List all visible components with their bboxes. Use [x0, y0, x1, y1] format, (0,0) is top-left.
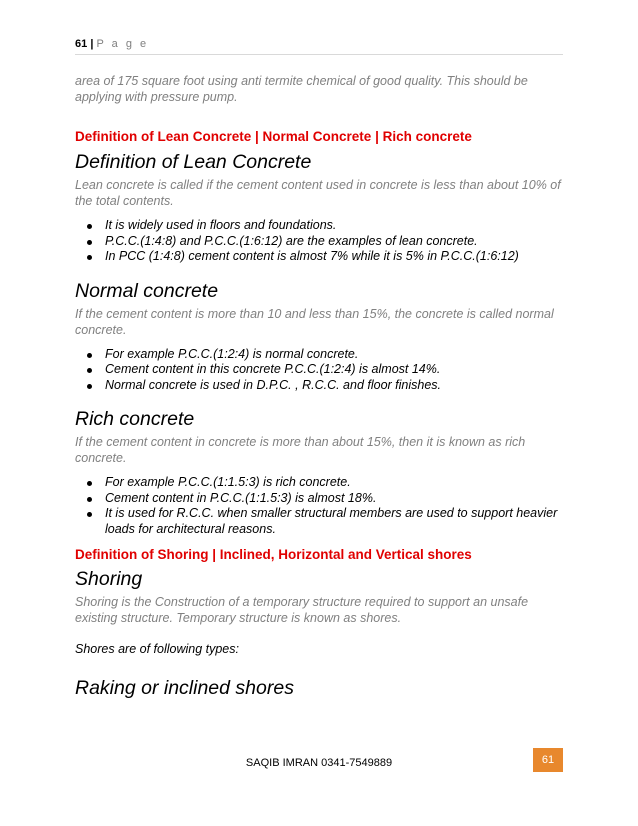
list-item: Normal concrete is used in D.P.C. , R.C.C. and floor finishes. [75, 378, 565, 394]
header-page-number: 61 [75, 38, 88, 50]
list-item: In PCC (1:4:8) cement content is almost 7% while it is 5% in P.C.C.(1:6:12) [75, 249, 565, 265]
list-item: It is widely used in floors and foundations. [75, 218, 565, 234]
page-header [75, 38, 563, 55]
footer-page-number: 61 [533, 748, 563, 772]
bullet-icon [87, 512, 92, 517]
lean-concrete-title: Definition of Lean Concrete [75, 151, 312, 173]
normal-concrete-description: If the cement content is more than 10 and less than 15%, the concrete is called normal concrete. [75, 306, 554, 337]
bullet-icon [87, 353, 92, 358]
bullet-icon [87, 240, 92, 245]
raking-shores-title: Raking or inclined shores [75, 677, 294, 699]
section-heading-shoring: Definition of Shoring | Inclined, Horizontal and Vertical shores [75, 547, 472, 562]
shoring-description: Shoring is the Construction of a temporary structure required to support an unsafe existing structure. Temporary structure is known as shores. [75, 595, 529, 625]
list-item: It is used for R.C.C. when smaller structural members are used to support heavier loads for architectural reasons. [75, 506, 565, 537]
bullet-icon [87, 497, 92, 502]
lean-concrete-description: Lean concrete is called if the cement content used in concrete is less than about 10% of the total contents. [75, 178, 561, 208]
lean-concrete-list [75, 218, 565, 265]
bullet-icon [87, 255, 92, 260]
list-item: For example P.C.C.(1:2:4) is normal concrete. [75, 347, 565, 363]
footer-author: SAQIB IMRAN 0341-7549889 [245, 757, 393, 769]
page-content [75, 73, 565, 700]
shoring-title: Shoring [75, 568, 143, 590]
rich-concrete-list [75, 475, 565, 537]
section-heading-concrete: Definition of Lean Concrete | Normal Concrete | Rich concrete [75, 129, 472, 144]
list-item: For example P.C.C.(1:1.5:3) is rich concrete. [75, 475, 565, 491]
bullet-icon [87, 481, 92, 486]
bullet-icon [87, 224, 92, 229]
list-item: P.C.C.(1:4:8) and P.C.C.(1:6:12) are the examples of lean concrete. [75, 234, 565, 250]
normal-concrete-list [75, 347, 565, 394]
bullet-icon [87, 368, 92, 373]
rich-concrete-title: Rich concrete [75, 408, 195, 430]
bullet-icon [87, 384, 92, 389]
intro-paragraph: area of 175 square foot using anti termite chemical of good quality. This should be applying with pressure pump. [75, 74, 528, 104]
shoring-types-text: Shores are of following types: [75, 642, 239, 656]
rich-concrete-description: If the cement content in concrete is more than about 15%, then it is known as rich concrete. [75, 435, 526, 465]
header-page-word: P a g e [96, 38, 149, 50]
normal-concrete-title: Normal concrete [75, 279, 219, 302]
list-item: Cement content in this concrete P.C.C.(1:2:4) is almost 14%. [75, 362, 565, 378]
header-separator: | [90, 38, 94, 50]
list-item: Cement content in P.C.C.(1:1.5:3) is almost 18%. [75, 491, 565, 507]
